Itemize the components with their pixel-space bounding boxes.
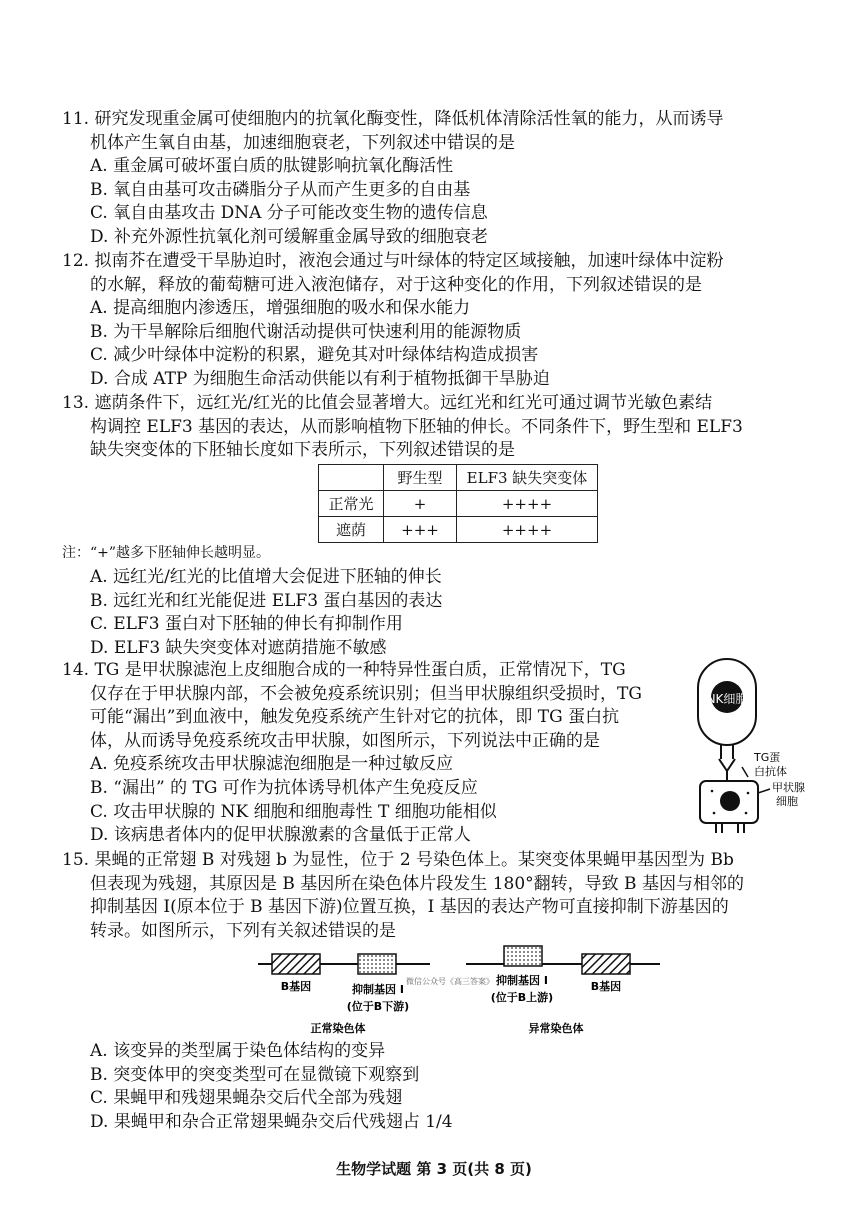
option-b: B. 远红光和红光能促进 ELF3 蛋白基因的表达 (90, 590, 443, 611)
antibody-label-line2: 白抗体 (754, 765, 787, 778)
question-stem-line: 抑制基因 I(原本位于 B 基因下游)位置互换，I 基因的表达产物可直接抑制下游基因的 (90, 897, 729, 918)
option-a: A. 免疫系统攻击甲状腺滤泡细胞是一种过敏反应 (90, 754, 454, 775)
option-a: A. 重金属可破坏蛋白质的肽键影响抗氧化酶活性 (90, 156, 454, 177)
table-row (319, 491, 598, 517)
question-stem-line: 但表现为残翅，其原因是 B 基因所在染色体片段发生 180°翻转，导致 B 基因与相邻的 (90, 873, 744, 894)
tg-antibody (719, 745, 748, 781)
table-cell: 遮荫 (319, 517, 384, 543)
option-b: B. 突变体甲的突变类型可在显微镜下观察到 (90, 1064, 420, 1085)
b-gene-label: B基因 (280, 980, 312, 993)
antibody-label-line1: TG蛋 (754, 751, 781, 764)
question-stem-line: 的水解，释放的葡萄糖可进入液泡储存，对于这种变化的作用，下列叙述错误的是 (90, 274, 702, 295)
option-b: B. 为干旱解除后细胞代谢活动提供可快速利用的能源物质 (90, 321, 522, 342)
option-d: D. 该病患者体内的促甲状腺激素的含量低于正常人 (90, 825, 471, 846)
option-c: C. ELF3 蛋白对下胚轴的伸长有抑制作用 (90, 614, 403, 635)
question-stem-line: 机体产生氧自由基，加速细胞衰老，下列叙述中错误的是 (90, 132, 515, 153)
table-header-row (319, 465, 598, 491)
normal-chromosome-caption: 正常染色体 (310, 1022, 366, 1035)
nk-cell-label: NK细胞 (706, 692, 748, 706)
question-stem-line: 13. 遮荫条件下，远红光/红光的比值会显著增大。远红光和红光可通过调节光敏色素结 (62, 393, 713, 413)
option-d: D. 补充外源性抗氧化剂可缓解重金属导致的细胞衰老 (90, 226, 488, 247)
normal-chromosome (258, 954, 430, 1035)
table-cell: +++ (384, 517, 457, 543)
chromosome-figure (250, 942, 670, 1036)
suppressor-position-label: (位于B上游) (490, 991, 554, 1004)
question-13-options (62, 566, 814, 660)
option-c: C. 减少叶绿体中淀粉的积累，避免其对叶绿体结构造成损害 (90, 345, 539, 366)
question-stem-line: 缺失突变体的下胚轴长度如下表所示，下列叙述错误的是 (90, 440, 515, 461)
question-stem-line: 转录。如图所示，下列有关叙述错误的是 (90, 920, 396, 941)
option-d: D. 果蝇甲和杂合正常翅果蝇杂交后代残翅占 1/4 (90, 1111, 453, 1132)
question-stem-line: 15. 果蝇的正常翅 B 对残翅 b 为显性，位于 2 号染色体上。某突变体果蝇甲基因型为 Bb (62, 850, 734, 870)
thyroid-label-line1: 甲状腺 (772, 781, 805, 794)
question-stem-line: 构调控 ELF3 基因的表达，从而影响植物下胚轴的伸长。不同条件下，野生型和 ELF3 (90, 416, 743, 437)
option-c: C. 氧自由基攻击 DNA 分子可能改变生物的遗传信息 (90, 203, 488, 224)
abnormal-chromosome (466, 946, 660, 1035)
option-b: B. “漏出” 的 TG 可作为抗体诱导机体产生免疫反应 (90, 777, 478, 798)
suppressor-gene-block (358, 954, 396, 974)
option-c: C. 果蝇甲和残翅果蝇杂交后代全部为残翅 (90, 1088, 403, 1109)
question-stem-line: 14. TG 是甲状腺滤泡上皮细胞合成的一种特异性蛋白质，正常情况下，TG (62, 660, 626, 680)
table-header-cell (319, 465, 384, 491)
table-cell: ++++ (457, 491, 598, 517)
table-header-cell: ELF3 缺失突变体 (457, 465, 598, 491)
page-footer: 生物学试题 第 3 页(共 8 页) (336, 1160, 532, 1178)
suppressor-label: 抑制基因 I (496, 974, 548, 987)
option-a: A. 该变异的类型属于染色体结构的变异 (90, 1041, 386, 1061)
option-a: A. 远红光/红光的比值增大会促进下胚轴的伸长 (90, 567, 442, 587)
suppressor-position-label: (位于B下游) (346, 1000, 410, 1013)
option-d: D. 合成 ATP 为细胞生命活动供能以有利于植物抵御干旱胁迫 (90, 368, 550, 389)
watermark: 微信公众号《高三答案》 (406, 977, 494, 986)
question-stem-line: 体，从而诱导免疫系统攻击甲状腺，如图所示，下列说法中正确的是 (90, 730, 600, 751)
question-13 (62, 392, 814, 463)
question-stem-line: 12. 拟南芥在遭受干旱胁迫时，液泡会通过与叶绿体的特定区域接触，加速叶绿体中淀粉 (62, 251, 724, 271)
question-15-options (62, 1040, 814, 1134)
suppressor-gene-block (504, 946, 542, 966)
question-15 (62, 849, 814, 943)
b-gene-block (272, 954, 320, 974)
b-gene-block (582, 954, 630, 974)
table-header-cell: 野生型 (384, 465, 457, 491)
nk-cell (698, 659, 756, 745)
option-a: A. 提高细胞内渗透压，增强细胞的吸水和保水能力 (90, 298, 471, 319)
option-b: B. 氧自由基可攻击磷脂分子从而产生更多的自由基 (90, 179, 471, 200)
option-c: C. 攻击甲状腺的 NK 细胞和细胞毒性 T 细胞功能相似 (90, 801, 497, 822)
question-12 (62, 250, 814, 392)
abnormal-chromosome-caption: 异常染色体 (528, 1022, 584, 1035)
table-cell: + (384, 491, 457, 517)
question-14 (62, 659, 702, 848)
option-d: D. ELF3 缺失突变体对遮荫措施不敏感 (90, 637, 387, 658)
table-note: 注：“+”越多下胚轴伸长越明显。 (62, 545, 271, 561)
question-11 (62, 108, 814, 250)
b-gene-label: B基因 (590, 980, 622, 993)
hypocotyl-table (318, 464, 598, 543)
immune-attack-figure (690, 655, 820, 835)
question-stem-line: 仅存在于甲状腺内部，不会被免疫系统识别；但当甲状腺组织受损时，TG (90, 683, 642, 704)
table-row (319, 517, 598, 543)
suppressor-label: 抑制基因 I (352, 983, 404, 996)
thyroid-cell (700, 781, 770, 833)
question-stem-line: 11. 研究发现重金属可使细胞内的抗氧化酶变性，降低机体清除活性氧的能力，从而诱导 (62, 109, 724, 129)
question-stem-line: 可能“漏出”到血液中，触发免疫系统产生针对它的抗体，即 TG 蛋白抗 (90, 707, 620, 728)
table-cell: ++++ (457, 517, 598, 543)
table-cell: 正常光 (319, 491, 384, 517)
thyroid-label-line2: 细胞 (776, 795, 798, 808)
